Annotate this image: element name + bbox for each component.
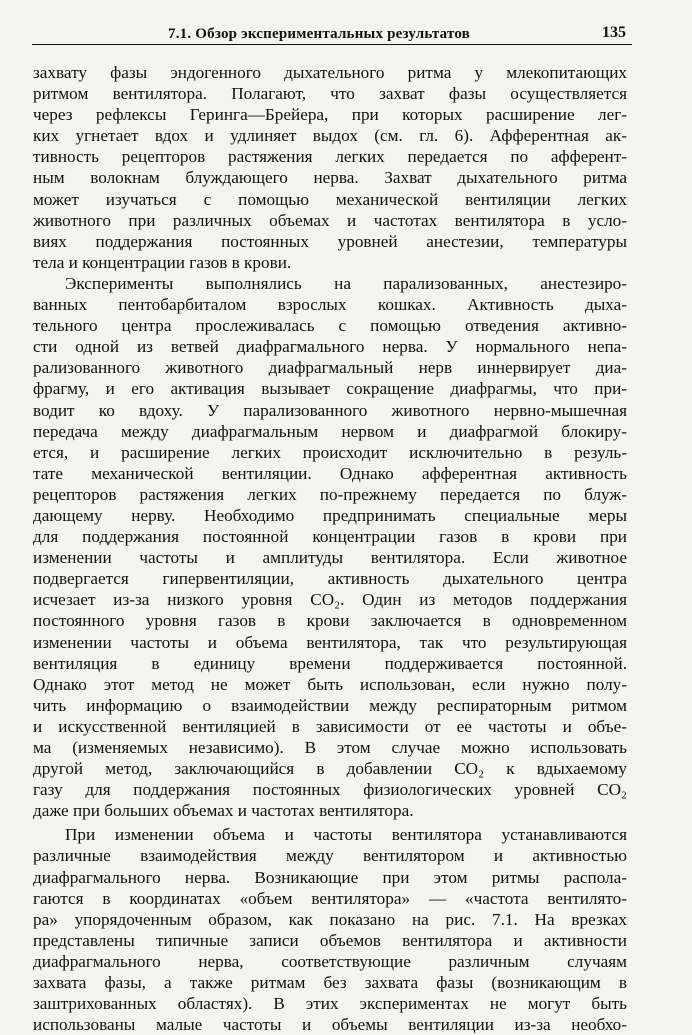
text-line: газу для поддержания постоянных физиологических уровней CO₂ — [33, 780, 627, 800]
text-line: рализованного животного диафрагмальный нерв иннервирует диа- — [33, 358, 627, 378]
text-line: и искусственной вентиляцией в зависимости от ее частоты и объе- — [33, 716, 627, 736]
text-line: фрагму, и его активация вызывает сокращение диафрагмы, что при- — [33, 379, 627, 399]
text-line: тельного центра прослеживалась с помощью отведения активно- — [33, 316, 627, 336]
text-line: вентиляция в единицу времени поддерживается постоянной. — [33, 653, 627, 673]
text-line: исчезает из-за низкого уровня CO₂. Один из методов поддержания — [33, 590, 627, 610]
text-line: виях поддержания постоянных уровней анестезии, температуры — [33, 231, 627, 251]
text-line: диафрагмального нерва, соответствующие различным случаям — [33, 951, 627, 971]
page-header — [32, 22, 632, 45]
text-line: ется, и расширение легких происходит исключительно в резуль- — [33, 442, 627, 462]
paragraph-1 — [33, 62, 627, 273]
text-line: через рефлексы Геринга—Брейера, при которых расширение лег- — [33, 105, 627, 125]
text-line: изменении частоты и амплитуды вентилятора. Если животное — [33, 548, 627, 568]
text-line: для поддержания постоянной концентрации газов в крови при — [33, 527, 627, 547]
text-line: диафрагмального нерва. Возникающие при этом ритмы распола- — [33, 867, 627, 887]
text-line: рецепторов растяжения легких по-прежнему передается по блуж- — [33, 484, 627, 504]
body-text — [33, 62, 627, 1035]
text-line: Эксперименты выполнялись на парализованных, анестезиро- — [65, 273, 627, 293]
text-line: ным волокнам блуждающего нерва. Захват дыхательного ритма — [33, 168, 627, 188]
text-line: животного при различных объемах и частотах вентилятора в усло- — [33, 210, 627, 230]
text-line: ванных пентобарбиталом взрослых кошках. Активность дыха- — [33, 295, 627, 315]
text-line: тела и концентрации газов в крови. — [33, 252, 292, 272]
page-number: 135 — [602, 24, 626, 41]
text-line: заштрихованных областях). В этих экспериментах не могут быть — [33, 994, 627, 1014]
text-line: захвату фазы эндогенного дыхательного ритма у млекопитающих — [33, 63, 627, 82]
paragraph-3 — [33, 824, 627, 1035]
text-line: Однако этот метод не может быть использован, если нужно полу- — [33, 674, 627, 694]
text-line: сти одной из ветвей диафрагмального нерва. У нормального непа- — [33, 337, 627, 357]
text-line: водит ко вдоху. У парализованного животного нервно-мышечная — [33, 400, 627, 420]
text-line: тате механической вентиляции. Однако афферентная активность — [33, 463, 627, 483]
text-line: ких угнетает вдох и удлиняет выдох (см. гл. 6). Афферентная ак- — [33, 126, 627, 146]
text-line: ритмом вентилятора. Полагают, что захват фазы осуществляется — [33, 84, 627, 104]
text-line: постоянного уровня газов в крови заключается в одновременном — [33, 611, 627, 631]
text-line: представлены типичные записи объемов вентилятора и активности — [33, 930, 627, 950]
text-line: захвата фазы, а также ритмам без захвата фазы (возникающим в — [33, 973, 627, 993]
running-title: 7.1. Обзор экспериментальных результатов — [168, 26, 470, 42]
paragraph-2 — [33, 273, 627, 821]
text-line: подвергается гипервентиляции, активность дыхательного центра — [33, 569, 627, 589]
text-line: даже при больших объемах и частотах вентилятора. — [33, 801, 414, 821]
text-line: ра» упорядоченным образом, как показано на рис. 7.1. На врезках — [33, 909, 627, 929]
text-line: тивность рецепторов растяжения легких передается по афферент- — [33, 147, 627, 167]
text-line: чить информацию о взаимодействии между респираторным ритмом — [33, 695, 627, 715]
text-line: изменении частоты и объема вентилятора, так что результирующая — [33, 632, 627, 652]
text-line: использованы малые частоты и объемы вентиляции из-за необхо- — [33, 1015, 627, 1035]
text-line: передача между диафрагмальным нервом и диафрагмой блокиру- — [33, 421, 627, 441]
text-line: При изменении объема и частоты вентилятора устанавливаются — [65, 825, 627, 845]
text-line: может изучаться с помощью механической вентиляции легких — [33, 189, 627, 209]
text-line: ма (изменяемых независимо). В этом случае можно использовать — [33, 738, 627, 757]
text-line: гаются в координатах «объем вентилятора» — «частота вентилято- — [33, 888, 627, 908]
text-line: дающему нерву. Необходимо предпринимать специальные меры — [33, 505, 627, 525]
text-line: различные взаимодействия между вентилятором и активностью — [33, 846, 627, 866]
text-line: другой метод, заключающийся в добавлении CO₂ к вдыхаемому — [33, 759, 627, 779]
